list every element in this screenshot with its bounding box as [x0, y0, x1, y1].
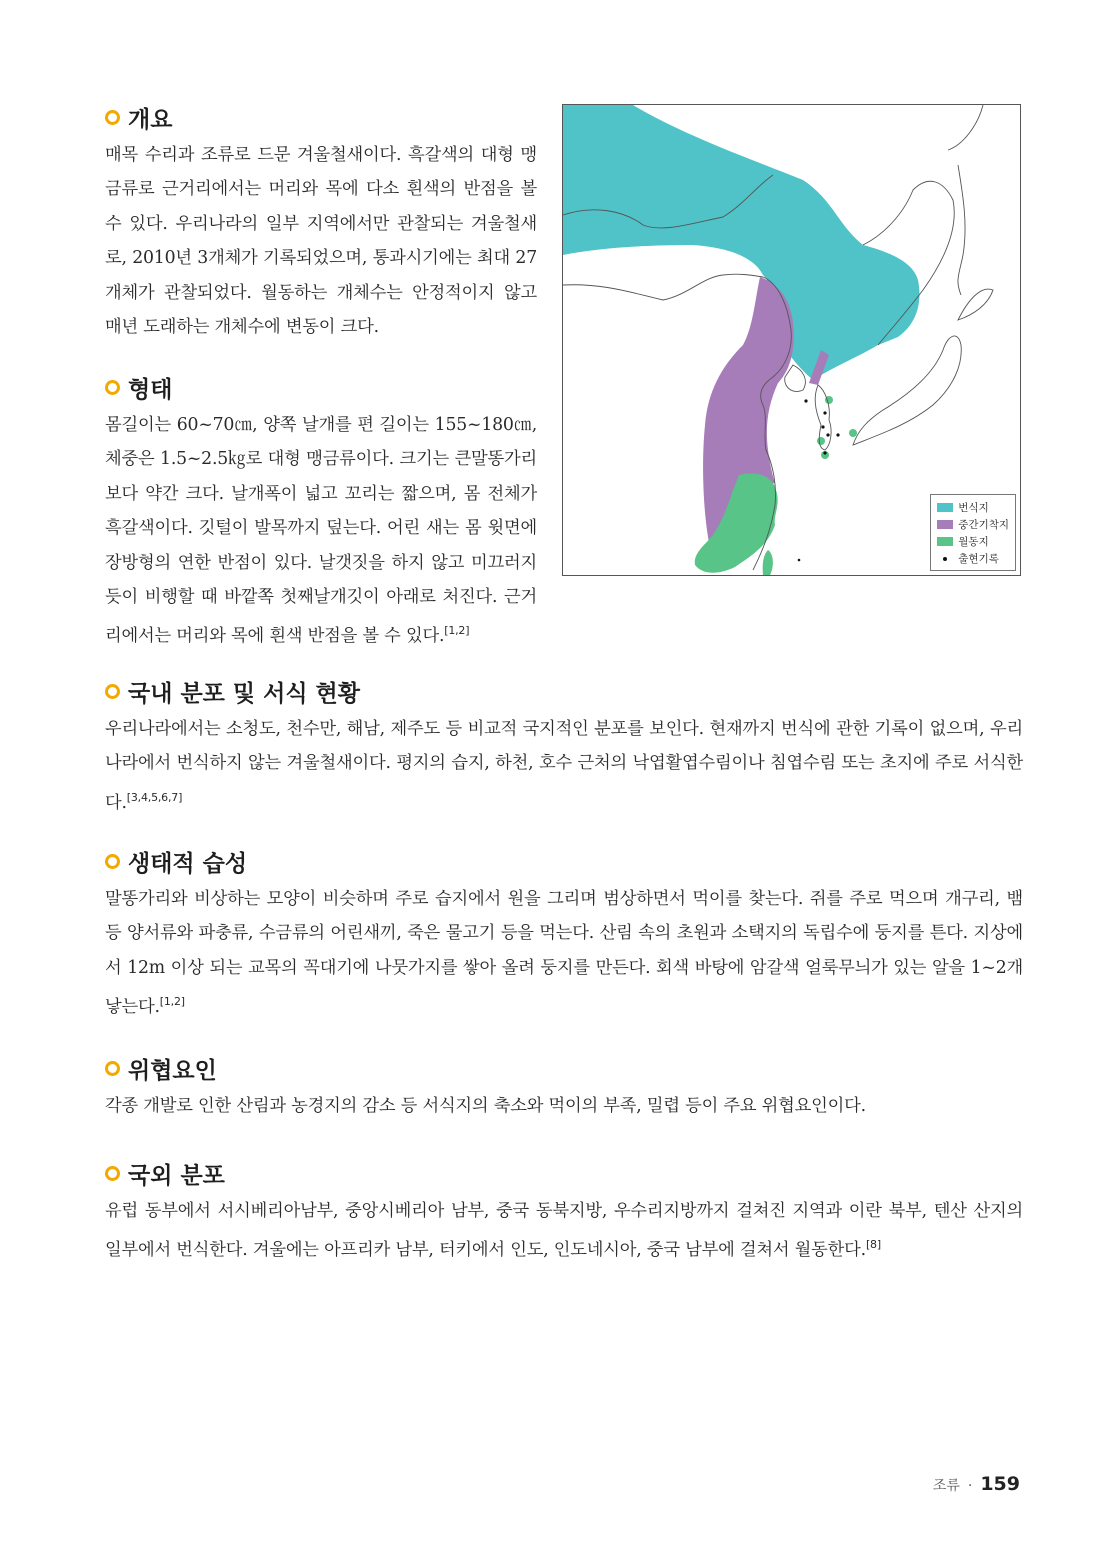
reference-marker: [1,2] — [159, 995, 185, 1009]
legend-item-wintering — [937, 533, 1009, 550]
kamchatka-edge — [948, 105, 983, 150]
heading-foreign: 국외 분포 — [128, 1162, 225, 1189]
heading-form: 형태 — [128, 376, 173, 403]
bullet-circle-icon — [105, 1061, 120, 1076]
heading-domestic: 국내 분포 및 서식 현황 — [128, 680, 360, 707]
section-form — [105, 372, 537, 654]
footer-category: 조류 — [932, 1478, 960, 1494]
occurrence-point — [823, 451, 826, 454]
map-legend — [930, 494, 1016, 571]
domestic-text: 우리나라에서는 소청도, 천수만, 해남, 제주도 등 비교적 국지적인 분포를 보인다. 현재까지 번식에 관한 기록이 없으며, 우리나라에서 번식하지 않는 겨울철새이다. 평지의 습지, 하천, 호수 근처의 낙엽활엽수림이나 침엽수림 또는 초지에 주로 서식한다.[3,4,5,6,7] — [105, 719, 1023, 813]
legend-item-stopover — [937, 516, 1009, 533]
legend-item-occurrence — [937, 550, 1009, 567]
reference-marker: [3,4,5,6,7] — [126, 790, 183, 804]
overview-text: 매목 수리과 조류로 드문 겨울철새이다. 흑갈색의 대형 맹금류로 근거리에서는 머리와 목에 다소 흰색의 반점을 볼 수 있다. 우리나라의 일부 지역에서만 관찰되는 겨울철새로, 2010년 3개체가 기록되었으며, 통과시기에는 최대 27개체가 관찰되었다. 월동하는 개체수는 안정적이지 않고 매년 도래하는 개체수에 변동이 크다. — [105, 145, 537, 338]
ecology-text: 말똥가리와 비상하는 모양이 비슷하며 주로 습지에서 원을 그리며 범상하면서 먹이를 찾는다. 쥐를 주로 먹으며 개구리, 뱀 등 양서류와 파충류, 수금류의 어린새끼, 죽은 물고기 등을 먹는다. 산림 속의 초원과 소택지의 독립수에 둥지를 튼다. 지상에서 12m 이상 되는 교목의 꼭대기에 나뭇가지를 쌓아 올려 둥지를 만든다. 회색 바탕에 암갈색 얼룩무늬가 있는 알을 1~2개 낳는다.[1,2] — [105, 889, 1023, 1018]
legend-label: 월동지 — [958, 536, 989, 548]
bullet-circle-icon — [105, 1166, 120, 1181]
legend-dot-icon — [937, 557, 953, 561]
section-foreign-distribution — [105, 1158, 1023, 1268]
legend-item-breeding — [937, 499, 1009, 516]
heading-threat: 위협요인 — [128, 1057, 217, 1084]
section-heading — [105, 846, 1023, 876]
breeding-area — [563, 105, 919, 380]
bullet-circle-icon — [105, 684, 120, 699]
section-overview — [105, 102, 537, 344]
occurrence-point — [823, 411, 826, 414]
threat-text: 각종 개발로 인한 산림과 농경지의 감소 등 서식지의 축소와 먹이의 부족, 밀렵 등이 주요 위협요인이다. — [105, 1096, 866, 1116]
japan-outline — [853, 336, 961, 445]
reference-marker: [8] — [865, 1238, 881, 1252]
border-line — [563, 274, 763, 300]
occurrence-point — [826, 433, 829, 436]
bullet-circle-icon — [105, 380, 120, 395]
section-ecology — [105, 846, 1023, 1025]
section-threats — [105, 1053, 1023, 1123]
legend-swatch — [937, 503, 953, 512]
reference-marker: [1,2] — [444, 624, 470, 638]
sakhalin — [958, 165, 965, 295]
wintering-point — [817, 437, 825, 445]
legend-label: 출현기록 — [958, 553, 999, 565]
bullet-circle-icon — [105, 854, 120, 869]
wintering-taiwan — [763, 550, 773, 575]
occurrence-point — [804, 399, 807, 402]
page-number: 159 — [980, 1473, 1020, 1495]
legend-label: 중간기착지 — [958, 519, 1009, 531]
section-heading — [105, 372, 537, 402]
section-heading — [105, 1053, 1023, 1083]
footer-separator: · — [967, 1478, 973, 1494]
section-heading — [105, 1158, 1023, 1188]
section-heading — [105, 676, 1023, 706]
form-text: 몸길이는 60~70㎝, 양쪽 날개를 편 길이는 155~180㎝, 체중은 1.5~2.5㎏로 대형 맹금류이다. 크기는 큰말똥가리보다 약간 크다. 날개폭이 넓고 꼬리는 짧으며, 몸 전체가 흑갈색이다. 깃털이 발목까지 덮는다. 어린 새는 몸 윗면에 장방형의 연한 반점이 있다. 날갯짓을 하지 않고 미끄러지듯이 비행할 때 바깥쪽 첫째날개깃이 아래로 처진다. 근거리에서는 머리와 목에 흰색 반점을 볼 수 있다.[1,2] — [105, 415, 537, 647]
foreign-text: 유럽 동부에서 서시베리아남부, 중앙시베리아 남부, 중국 동북지방, 우수리지방까지 걸쳐진 지역과 이란 북부, 텐산 산지의 일부에서 번식한다. 겨울에는 아프리카 남부, 터키에서 인도, 인도네시아, 중국 남부에 걸쳐서 월동한다.[8] — [105, 1201, 1023, 1261]
section-heading — [105, 102, 537, 132]
distribution-map — [562, 104, 1021, 576]
section-domestic-distribution — [105, 676, 1023, 820]
wintering-point — [849, 429, 857, 437]
page-footer — [933, 1473, 1020, 1495]
heading-ecology: 생태적 습성 — [128, 850, 248, 877]
occurrence-point — [821, 425, 824, 428]
legend-swatch — [937, 520, 953, 529]
legend-swatch — [937, 537, 953, 546]
occurrence-point — [798, 559, 801, 562]
legend-label: 번식지 — [958, 502, 989, 514]
japan-north — [958, 289, 993, 320]
heading-overview: 개요 — [128, 106, 173, 133]
occurrence-point — [836, 433, 839, 436]
bullet-circle-icon — [105, 110, 120, 125]
